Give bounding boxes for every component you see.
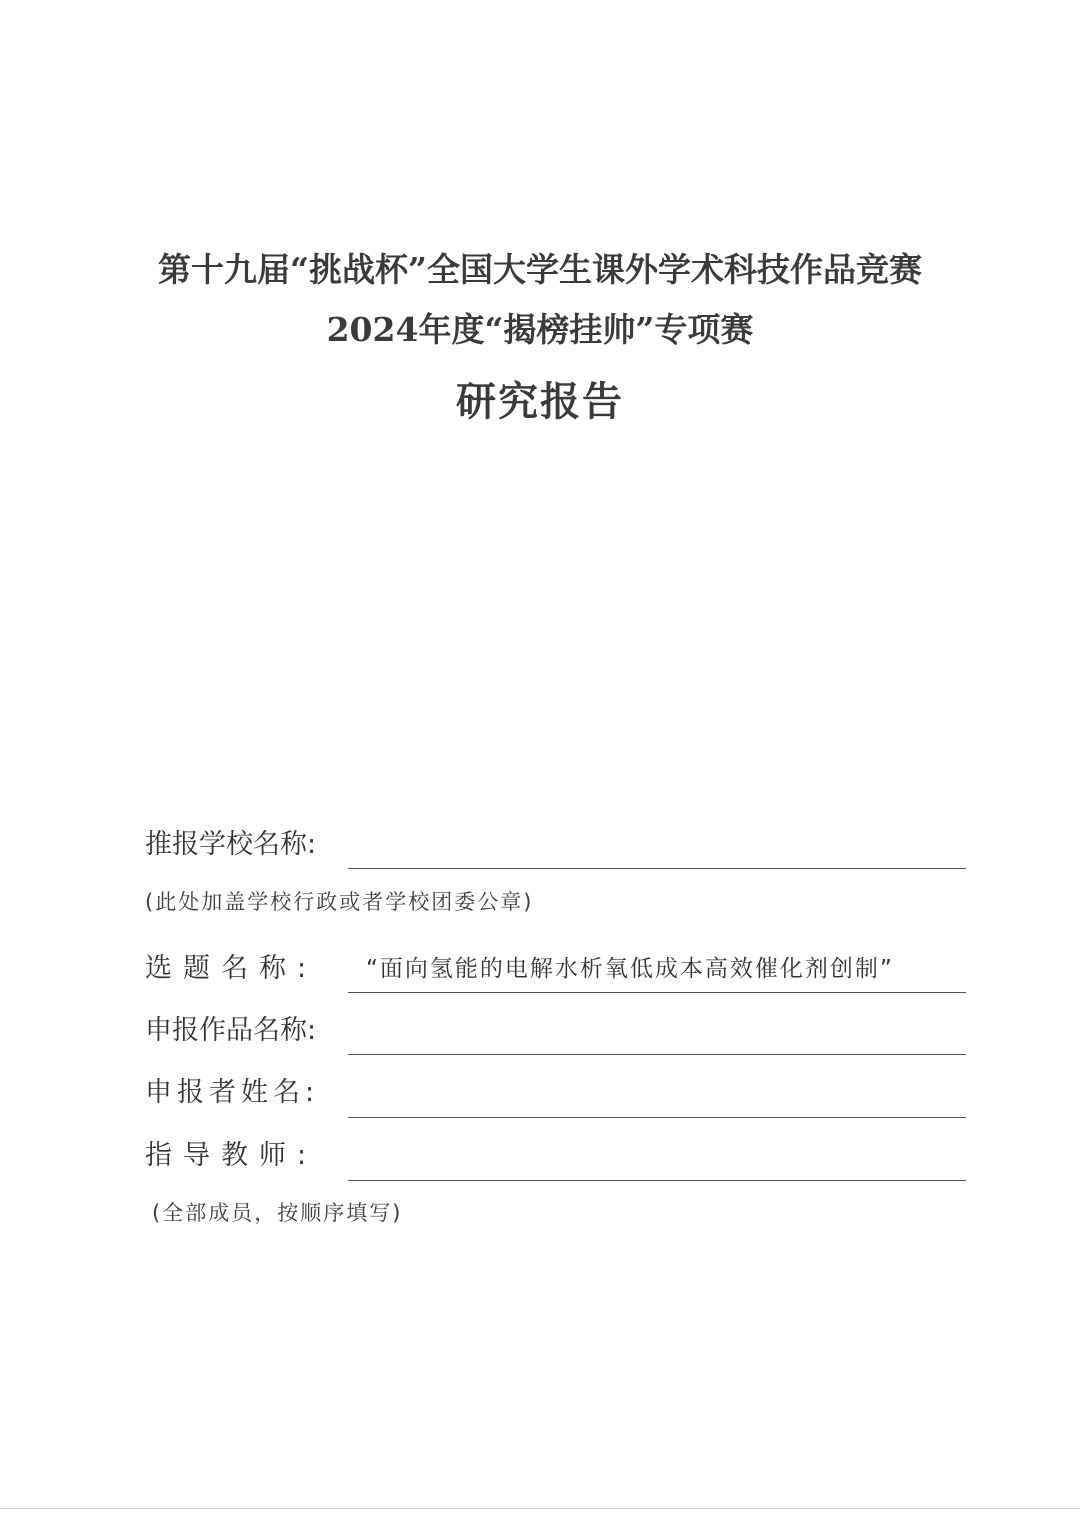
members-order-note: (全部成员，按顺序填写) bbox=[152, 1201, 403, 1225]
topic-value: “面向氢能的电解水析氧低成本高效催化剂创制” bbox=[366, 956, 894, 982]
scan-edge-line bbox=[0, 1508, 1080, 1509]
competition-title: 第十九届“挑战杯”全国大学生课外学术科技作品竞赛 bbox=[158, 250, 922, 289]
special-contest-title: 2024年度“揭榜挂帅”专项赛 bbox=[326, 310, 754, 349]
work-name-line[interactable] bbox=[348, 1054, 966, 1055]
applicant-name-label: 申报者姓名: bbox=[145, 1077, 320, 1108]
school-name-line[interactable] bbox=[348, 868, 966, 869]
report-title: 研究报告 bbox=[456, 378, 624, 425]
school-name-label: 推报学校名称: bbox=[145, 829, 317, 860]
work-name-label: 申报作品名称: bbox=[145, 1015, 317, 1046]
advisor-line[interactable] bbox=[348, 1180, 966, 1181]
applicant-name-line[interactable] bbox=[348, 1117, 966, 1118]
topic-label: 选题名称: bbox=[145, 953, 318, 984]
topic-line[interactable] bbox=[348, 992, 966, 993]
school-seal-note: (此处加盖学校行政或者学校团委公章) bbox=[145, 890, 534, 914]
advisor-label: 指导教师: bbox=[145, 1140, 318, 1171]
